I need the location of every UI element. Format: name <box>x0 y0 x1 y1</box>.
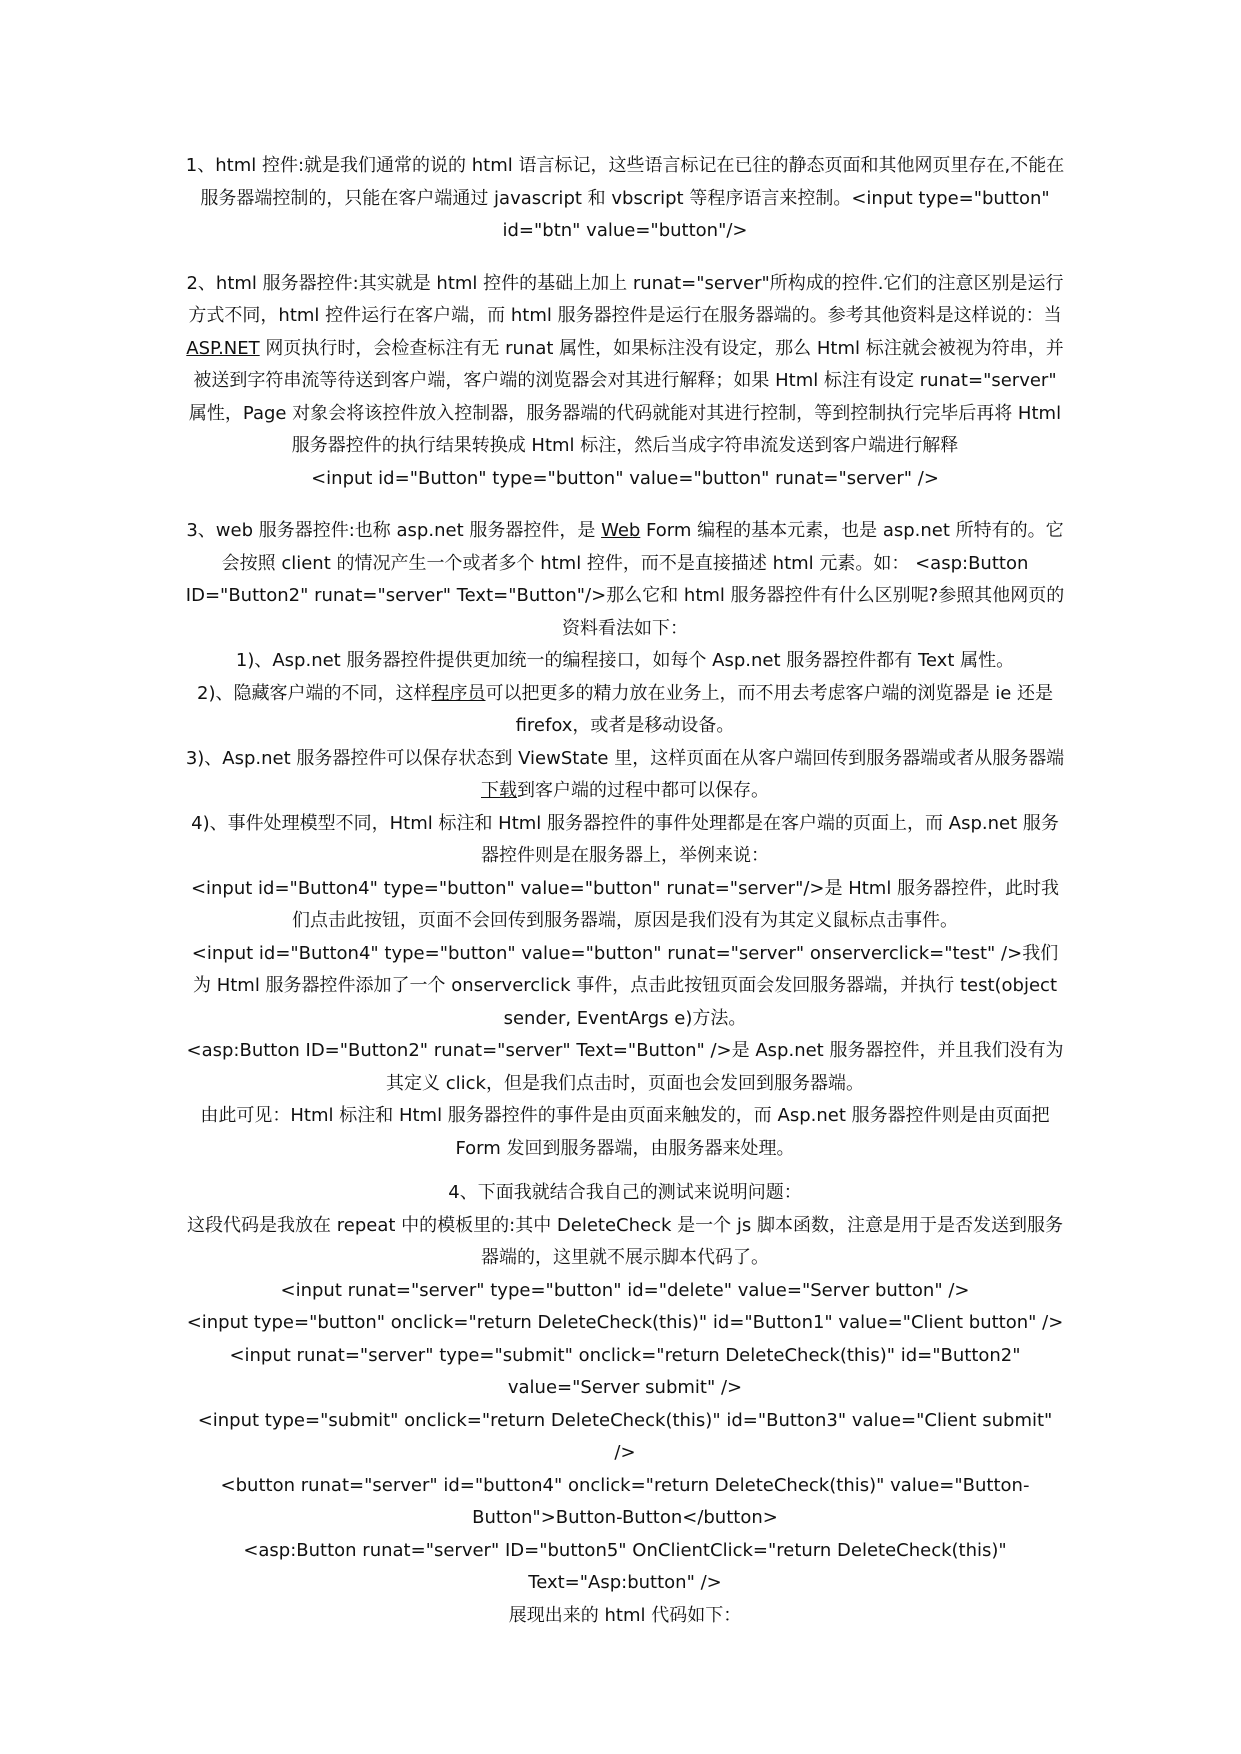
document-page <box>185 150 1065 1632</box>
text-segment: 可以把更多的精力放在业务上，而不用去考虑客户端的浏览器是 ie 还是 firefox，或者是移动设备。 <box>485 682 1053 736</box>
example-paragraph: <asp:Button ID="Button2" runat="server" Text="Button" />是 Asp.net 服务器控件，并且我们没有为其定义 click，但是我们点击时，页面也会发回到服务器端。 <box>186 1040 1064 1094</box>
code-line: <input type="submit" onclick="return DeleteCheck(this)" id="Button3" value="Client submit" /> <box>197 1409 1053 1463</box>
code-line: <input id="Button" type="button" value="button" runat="server" /> <box>311 467 939 489</box>
paragraph-web-server-controls <box>185 515 1065 645</box>
text-segment: 网页执行时，会检查标注有无 runat 属性，如果标注没有设定，那么 Html 标注就会被视为符串，并被送到字符串流等待送到客户端，客户端的浏览器会对其进行解释；如果 Html 标注有设定 runat="server" 属性，Page 对象会将该控件放入控制器，服务器端的代码就能对其进行控制，等到控制执行完毕后再将 Html 服务器控件的执行结果转换成 Html 标注，然后当成字符串流发送到客户端进行解释 <box>188 337 1064 456</box>
programmer-link[interactable]: 程序员 <box>431 682 486 704</box>
text-segment: Form 编程的基本元素，也是 asp.net 所特有的。它会按照 client 的情况产生一个或者多个 html 控件，而不是直接描述 html 元素。如： <asp:Button ID="Button2" runat="server" Text="Button"/>那么它和 html 服务器控件有什么区别呢?参照其他网页的资料看法如下： <box>185 520 1065 639</box>
spacer <box>185 1165 1065 1177</box>
text-segment: 3、web 服务器控件:也称 asp.net 服务器控件，是 <box>186 520 602 541</box>
example-paragraph: <input id="Button4" type="button" value="button" runat="server" onserverclick="test" />我们为 Html 服务器控件添加了一个 onserverclick 事件，点击此按钮页面会发回服务器端，并执行 test(object sender, EventArgs e)方法。 <box>191 942 1059 1029</box>
paragraph-html-server-controls <box>185 268 1065 463</box>
list-item <box>185 743 1065 808</box>
paragraph-test-description: 这段代码是我放在 repeat 中的模板里的:其中 DeleteCheck 是一个 js 脚本函数，注意是用于是否发送到服务器端的，这里就不展示脚本代码了。 <box>187 1214 1063 1268</box>
download-link[interactable]: 下载 <box>481 780 517 801</box>
list-item: 1)、Asp.net 服务器控件提供更加统一的编程接口，如每个 Asp.net 服务器控件都有 Text 属性。 <box>235 650 1015 671</box>
text-segment: 3)、Asp.net 服务器控件可以保存状态到 ViewState 里，这样页面在从客户端回传到服务器端或者从服务器端 <box>185 747 1065 769</box>
text-segment: 2、html 服务器控件:其实就是 html 控件的基础上加上 runat="server"所构成的控件.它们的注意区别是运行方式不同，html 控件运行在客户端，而 html 服务器控件是运行在服务器端的。参考其他资料是这样说的：当 <box>186 272 1064 326</box>
section-heading: 4、下面我就结合我自己的测试来说明问题： <box>448 1182 802 1203</box>
code-line: <asp:Button runat="server" ID="button5" OnClientClick="return DeleteCheck(this)" Text="Asp:button" /> <box>243 1539 1007 1593</box>
paragraph-html-controls: 1、html 控件:就是我们通常的说的 html 语言标记，这些语言标记在已往的静态页面和其他网页里存在,不能在服务器端控制的，只能在客户端通过 javascript 和 vbscript 等程序语言来控制。<input type="button" id="btn" value="button"/> <box>185 155 1065 241</box>
web-link[interactable]: Web <box>601 520 641 541</box>
code-line: <input type="button" onclick="return DeleteCheck(this)" id="Button1" value="Client button" /> <box>186 1312 1064 1333</box>
code-line: <button runat="server" id="button4" onclick="return DeleteCheck(this)" value="Button-Button">Button-Button</button> <box>220 1474 1030 1528</box>
conclusion-paragraph: 由此可见：Html 标注和 Html 服务器控件的事件是由页面来触发的，而 Asp.net 服务器控件则是由页面把 Form 发回到服务器端，由服务器来处理。 <box>200 1105 1050 1159</box>
spacer <box>185 495 1065 515</box>
example-paragraph: <input id="Button4" type="button" value="button" runat="server"/>是 Html 服务器控件，此时我们点击此按钮，页面不会回传到服务器端，原因是我们没有为其定义鼠标点击事件。 <box>190 877 1060 931</box>
list-item: 4)、事件处理模型不同，Html 标注和 Html 服务器控件的事件处理都是在客户端的页面上，而 Asp.net 服务器控件则是在服务器上，举例来说： <box>191 812 1059 866</box>
list-item <box>185 678 1065 743</box>
text-segment: 2)、隐藏客户端的不同，这样 <box>197 682 432 704</box>
text-segment: 到客户端的过程中都可以保存。 <box>517 780 769 801</box>
code-line: <input runat="server" type="submit" onclick="return DeleteCheck(this)" id="Button2" value="Server submit" /> <box>229 1344 1021 1398</box>
code-line: <input runat="server" type="button" id="delete" value="Server button" /> <box>280 1279 970 1301</box>
aspnet-link[interactable]: ASP.NET <box>186 337 260 359</box>
spacer <box>185 248 1065 268</box>
closing-line: 展现出来的 html 代码如下： <box>508 1604 742 1626</box>
